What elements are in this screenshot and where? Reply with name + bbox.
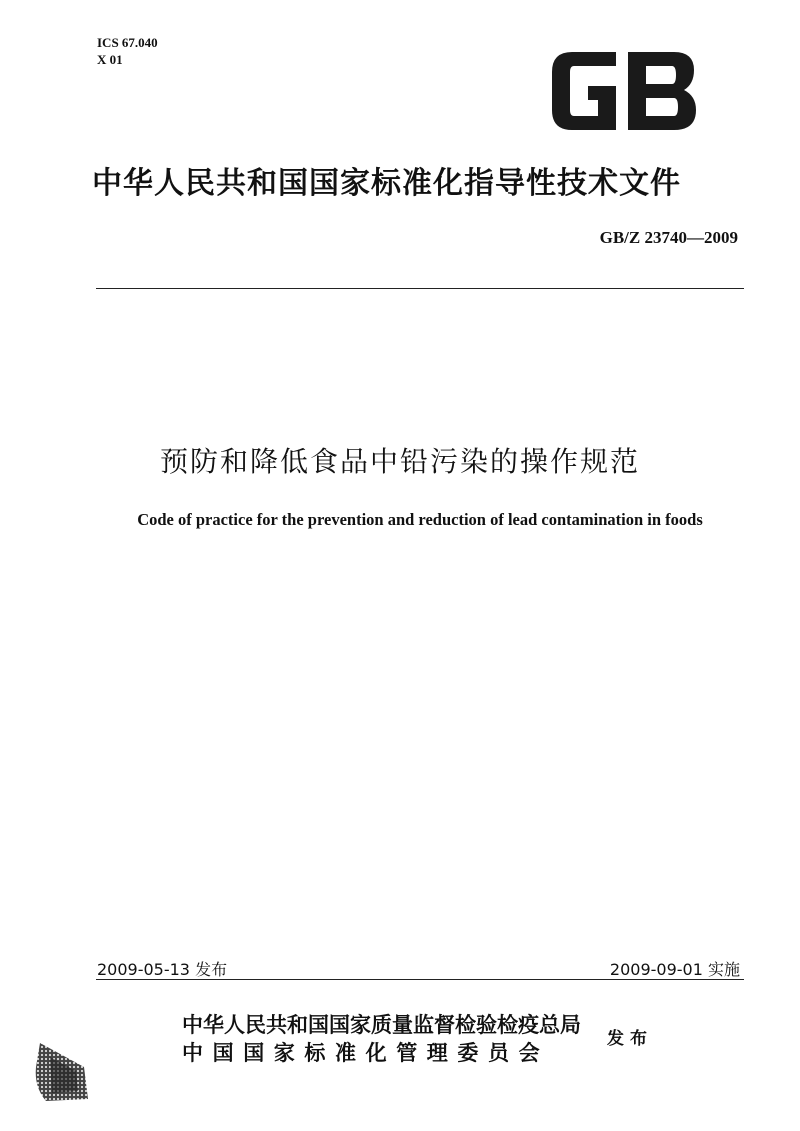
gb-logo-icon — [548, 46, 700, 136]
document-number: GB/Z 23740—2009 — [599, 228, 738, 247]
publish-date: 2009-05-13 发布 — [97, 960, 228, 979]
classification-codes — [97, 34, 158, 68]
issuer-aqsiq: 中华人民共和国国家质量监督检验检疫总局 — [182, 1013, 581, 1037]
title-chinese: 预防和降低食品中铅污染的操作规范 — [159, 445, 640, 478]
header-divider — [96, 288, 744, 289]
ics-code: ICS 67.040 — [97, 35, 158, 50]
document-type-heading: 中华人民共和国国家标准化指导性技术文件 — [92, 166, 681, 201]
release-label: 发布 — [607, 1029, 653, 1049]
category-code: X 01 — [97, 52, 123, 67]
title-english: Code of practice for the prevention and reduction of lead contamination in foods — [137, 510, 703, 529]
issuing-authorities — [182, 1011, 581, 1067]
issuer-sac: 中国国家标准化管理委员会 — [182, 1041, 550, 1065]
implementation-date: 2009-09-01 实施 — [609, 960, 740, 979]
watermark-stamp-icon — [32, 1037, 92, 1105]
footer-divider — [96, 979, 744, 980]
